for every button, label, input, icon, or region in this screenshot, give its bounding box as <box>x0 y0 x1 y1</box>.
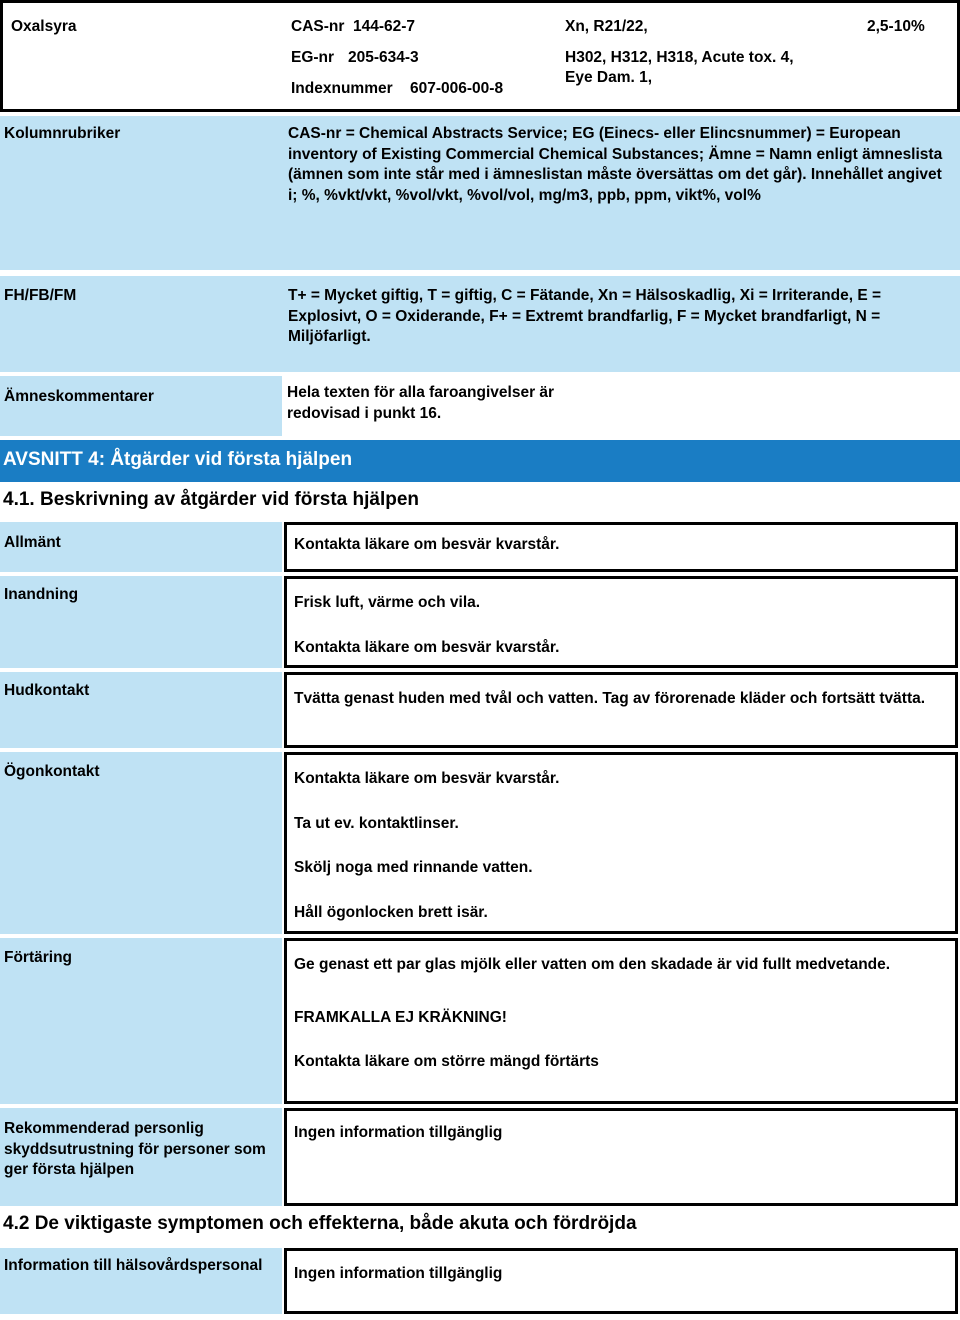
substance-box <box>0 0 960 112</box>
first-aid-line: Kontakta läkare om besvär kvarstår. <box>294 536 560 553</box>
first-aid-text-hudkontakt <box>284 672 958 748</box>
info-text-kolumnrubriker: CAS-nr = Chemical Abstracts Service; EG (Einecs- eller Elincsnummer) = European inventory of Existing Commercial Chemical Substances; Ämne = Namn enligt ämneslista (ämnen som inte står med i ämneslistan måste översättas om det går). Innehållet angivet i; %, %vkt/vkt, %vol/vkt, %vol/vol, mg/m3, ppb, ppm, vikt%, vol% <box>282 116 960 270</box>
info-text-halsovardspersonal <box>284 1248 958 1314</box>
first-aid-line: Kontakta läkare om större mängd förtärts <box>294 1053 599 1070</box>
first-aid-line: FRAMKALLA EJ KRÄKNING! <box>294 1008 507 1026</box>
first-aid-text-fortaring <box>284 938 958 1104</box>
first-aid-label-inandning: Inandning <box>0 576 282 668</box>
info-label-amneskommentarer: Ämneskommentarer <box>0 376 282 436</box>
section4-1-heading: 4.1. Beskrivning av åtgärder vid första hjälpen <box>3 489 420 510</box>
first-aid-line: Skölj noga med rinnande vatten. <box>294 859 533 876</box>
first-aid-line: Ingen information tillgänglig <box>294 1265 503 1282</box>
first-aid-text-ogonkontakt <box>284 752 958 934</box>
first-aid-line: Ge genast ett par glas mjölk eller vatten om den skadade är vid fullt medvetande. <box>294 956 891 973</box>
index-label: Indexnummer <box>291 80 393 97</box>
info-label-kolumnrubriker: Kolumnrubriker <box>0 116 282 270</box>
first-aid-label-fortaring: Förtäring <box>0 938 282 1104</box>
info-text-fh-fb-fm: T+ = Mycket giftig, T = giftig, C = Fätande, Xn = Hälsoskadlig, Xi = Irriterande, E = Explosivt, O = Oxiderande, F+ = Extremt brandfarlig, F = Mycket brandfarligt, N = Miljöfarligt. <box>282 276 960 372</box>
classification-line3: Eye Dam. 1, <box>565 69 653 86</box>
first-aid-line: Kontakta läkare om besvär kvarstår. <box>294 638 560 656</box>
substance-name: Oxalsyra <box>11 18 77 35</box>
section4-title: AVSNITT 4: Åtgärder vid första hjälpen <box>0 440 960 482</box>
first-aid-line: Håll ögonlocken brett isär. <box>294 903 488 921</box>
first-aid-line: Ta ut ev. kontaktlinser. <box>294 814 459 832</box>
first-aid-label-hudkontakt: Hudkontakt <box>0 672 282 748</box>
info-label-halsovardspersonal: Information till hälsovårdspersonal <box>0 1248 282 1314</box>
first-aid-line: Tvätta genast huden med tvål och vatten. Tag av förorenade kläder och fortsätt tvätta. <box>294 690 926 707</box>
cas-value: 144-62-7 <box>353 18 416 35</box>
concentration: 2,5-10% <box>867 18 925 35</box>
first-aid-text-skyddsutrustning <box>284 1108 958 1206</box>
first-aid-text-inandning <box>284 576 958 668</box>
eg-label: EG-nr <box>291 49 335 66</box>
index-value: 607-006-00-8 <box>410 80 504 97</box>
first-aid-label-ogonkontakt: Ögonkontakt <box>0 752 282 934</box>
cas-label: CAS-nr <box>291 18 345 35</box>
eg-value: 205-634-3 <box>348 49 419 66</box>
info-text-amneskommentarer: Hela texten för alla faroangivelser är redovisad i punkt 16. <box>287 384 555 422</box>
classification-line1: Xn, R21/22, <box>565 18 648 35</box>
first-aid-label-skyddsutrustning: Rekommenderad personlig skyddsutrustning för personer som ger första hjälpen <box>0 1108 282 1206</box>
section4-2-heading: 4.2 De viktigaste symptomen och effekterna, både akuta och fördröjda <box>3 1213 637 1234</box>
first-aid-line: Ingen information tillgänglig <box>294 1124 503 1141</box>
classification-line2: H302, H312, H318, Acute tox. 4, <box>565 49 794 66</box>
first-aid-label-allmant: Allmänt <box>0 522 282 572</box>
first-aid-line: Kontakta läkare om besvär kvarstår. <box>294 770 560 787</box>
first-aid-text-allmant <box>284 522 958 572</box>
info-label-fh-fb-fm: FH/FB/FM <box>0 276 282 372</box>
first-aid-line: Frisk luft, värme och vila. <box>294 594 481 611</box>
